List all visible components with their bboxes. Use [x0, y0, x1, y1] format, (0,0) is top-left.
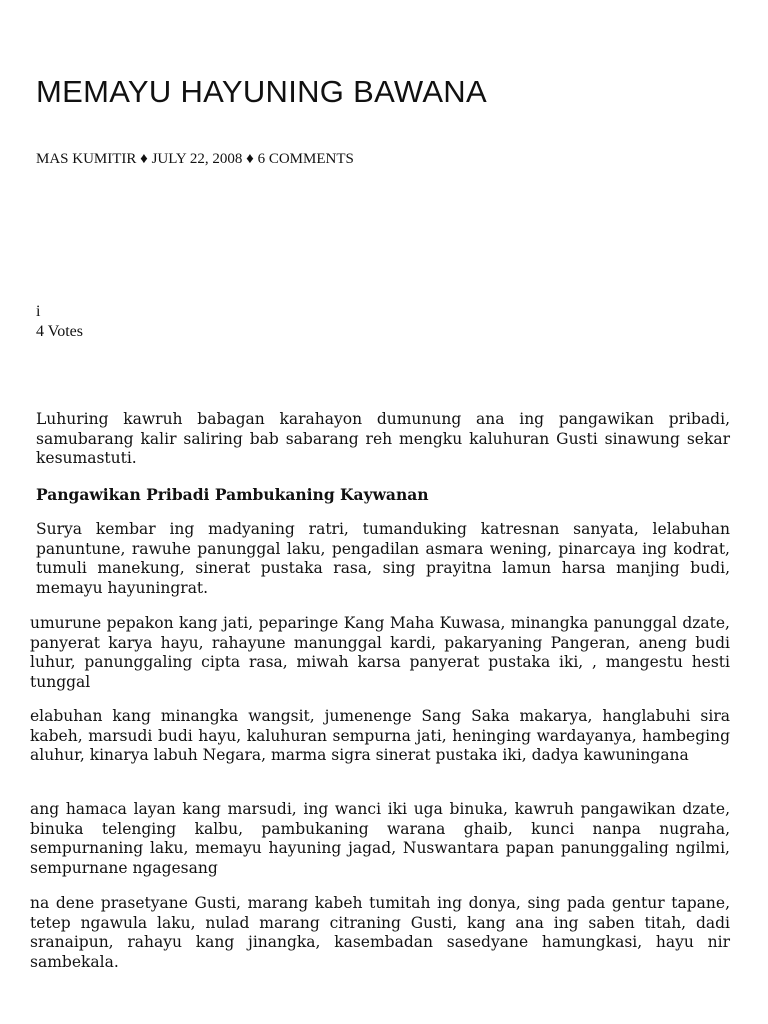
- post-meta: MAS KUMITIR ♦ JULY 22, 2008 ♦ 6 COMMENTS: [36, 151, 354, 167]
- intro-paragraph: Luhuring kawruh babagan karahayon dumunung ana ing pangawikan pribadi, samubarang kalir saliring bab sabarang reh mengku kaluhuran Gusti sinawung sekar kesumastuti.: [36, 410, 730, 467]
- post-title: MEMAYU HAYUNING BAWANA: [36, 74, 487, 109]
- verse-paragraph-3: elabuhan kang minangka wangsit, jumenenge Sang Saka makarya, hanglabuhi sira kabeh, marsudi budi hayu, kaluhuran sempurna jati, heninging wardayanya, hambeging aluhur, kinarya labuh Negara, marma sigra sinerat pustaka iki, dadya kawuningana: [30, 707, 730, 764]
- verse-paragraph-2: umurune pepakon kang jati, peparinge Kang Maha Kuwasa, minangka panunggal dzate, panyerat karya hayu, rahayune manunggal kardi, pakaryaning Pangeran, aneng budi luhur, panunggaling cipta rasa, miwah karsa panyerat pustaka iki, , mangestu hesti tunggal: [30, 614, 730, 691]
- verse-paragraph-1: Surya kembar ing madyaning ratri, tumanduking katresnan sanyata, lelabuhan panuntune, rawuhe panunggal laku, pengadilan asmara wening, pinarcaya ing kodrat, tumuli manekung, sinerat pustaka rasa, sing prayitna lamun harsa manjing budi, memayu hayuningrat.: [36, 520, 730, 597]
- rating-mark: i: [36, 303, 41, 320]
- blank-embed-area: [0, 190, 768, 290]
- verse-paragraph-5: na dene prasetyane Gusti, marang kabeh tumitah ing donya, sing pada gentur tapane, tetep ngawula laku, nulad marang citraning Gusti, kang ana ing saben titah, dadi sranaipun, rahayu kang jinangka, kasembadan sasedyane hamungkasi, hayu nir sambekala.: [30, 894, 730, 971]
- verse-paragraph-4: ang hamaca layan kang marsudi, ing wanci iki uga binuka, kawruh pangawikan dzate, binuka telenging kalbu, pambukaning warana ghaib, kunci nanpa nugraha, sempurnaning laku, memayu hayuning jagad, Nuswantara papan panunggaling ngilmi, sempurnane ngagesang: [30, 800, 730, 877]
- rating-votes: 4 Votes: [36, 323, 83, 340]
- rating-widget[interactable]: [36, 302, 83, 342]
- section-heading: Pangawikan Pribadi Pambukaning Kaywanan: [36, 485, 429, 504]
